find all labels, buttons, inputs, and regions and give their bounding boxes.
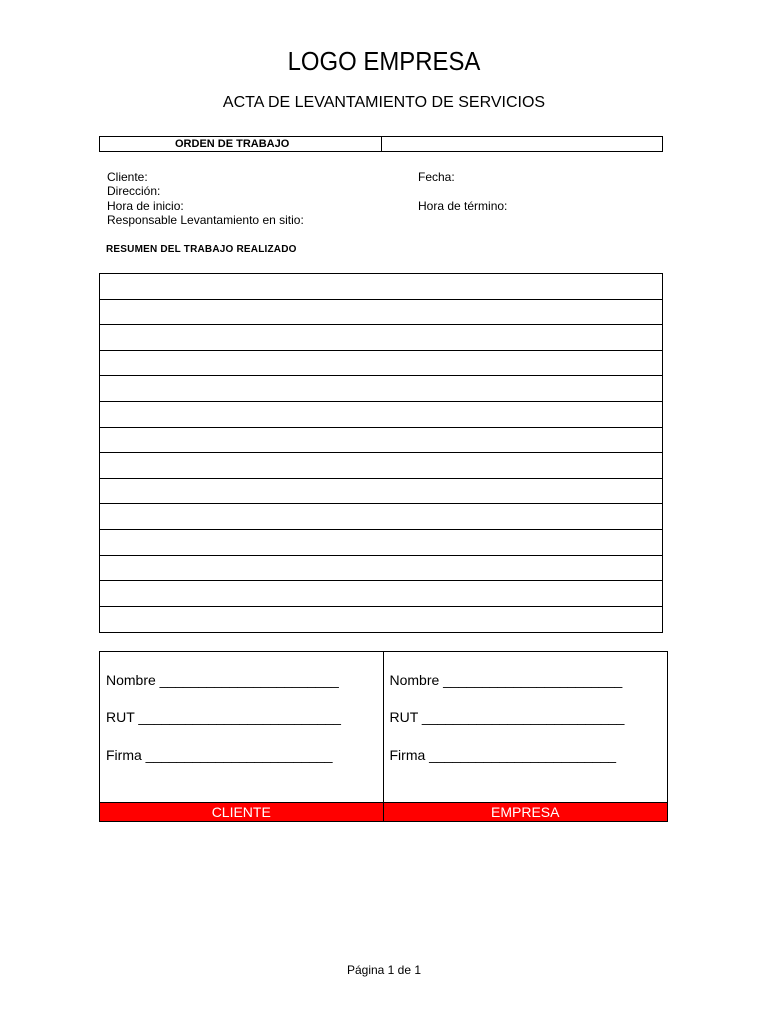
signature-empresa xyxy=(384,652,668,821)
summary-row[interactable] xyxy=(100,530,662,556)
summary-row[interactable] xyxy=(100,453,662,479)
summary-row[interactable] xyxy=(100,556,662,582)
cliente-label: Cliente: xyxy=(107,170,148,184)
summary-row[interactable] xyxy=(100,325,662,351)
work-order-table xyxy=(99,136,663,152)
summary-row[interactable] xyxy=(100,274,662,300)
fecha-label: Fecha: xyxy=(418,170,455,184)
empresa-rut-field[interactable]: RUT __________________________ xyxy=(389,709,625,725)
empresa-label: EMPRESA xyxy=(384,802,668,821)
summary-row[interactable] xyxy=(100,402,662,428)
summary-row[interactable] xyxy=(100,479,662,505)
direccion-label: Dirección: xyxy=(107,184,161,198)
cliente-rut-field[interactable]: RUT __________________________ xyxy=(106,709,341,725)
summary-row[interactable] xyxy=(100,300,662,326)
work-order-label: ORDEN DE TRABAJO xyxy=(100,137,382,151)
cliente-firma-field[interactable]: Firma ________________________ xyxy=(106,747,333,763)
empresa-firma-field[interactable]: Firma ________________________ xyxy=(389,747,617,763)
summary-row[interactable] xyxy=(100,376,662,402)
summary-table xyxy=(99,273,663,633)
cliente-label: CLIENTE xyxy=(100,802,383,821)
summary-row[interactable] xyxy=(100,607,662,633)
hora-inicio-label: Hora de inicio: xyxy=(107,199,184,213)
summary-row[interactable] xyxy=(100,581,662,607)
signature-table xyxy=(99,651,668,822)
hora-termino-label: Hora de término: xyxy=(418,199,508,213)
summary-row[interactable] xyxy=(100,351,662,377)
signature-cliente xyxy=(100,652,384,821)
responsable-label: Responsable Levantamiento en sitio: xyxy=(107,213,304,227)
empresa-nombre-field[interactable]: Nombre _______________________ xyxy=(389,672,623,688)
document-title: ACTA DE LEVANTAMIENTO DE SERVICIOS xyxy=(222,94,546,111)
page-number: Página 1 de 1 xyxy=(346,963,422,977)
work-order-value[interactable] xyxy=(382,137,662,151)
summary-row[interactable] xyxy=(100,428,662,454)
company-logo-text: LOGO EMPRESA xyxy=(287,46,481,76)
summary-title: RESUMEN DEL TRABAJO REALIZADO xyxy=(106,244,297,255)
summary-row[interactable] xyxy=(100,504,662,530)
cliente-nombre-field[interactable]: Nombre _______________________ xyxy=(106,672,339,688)
